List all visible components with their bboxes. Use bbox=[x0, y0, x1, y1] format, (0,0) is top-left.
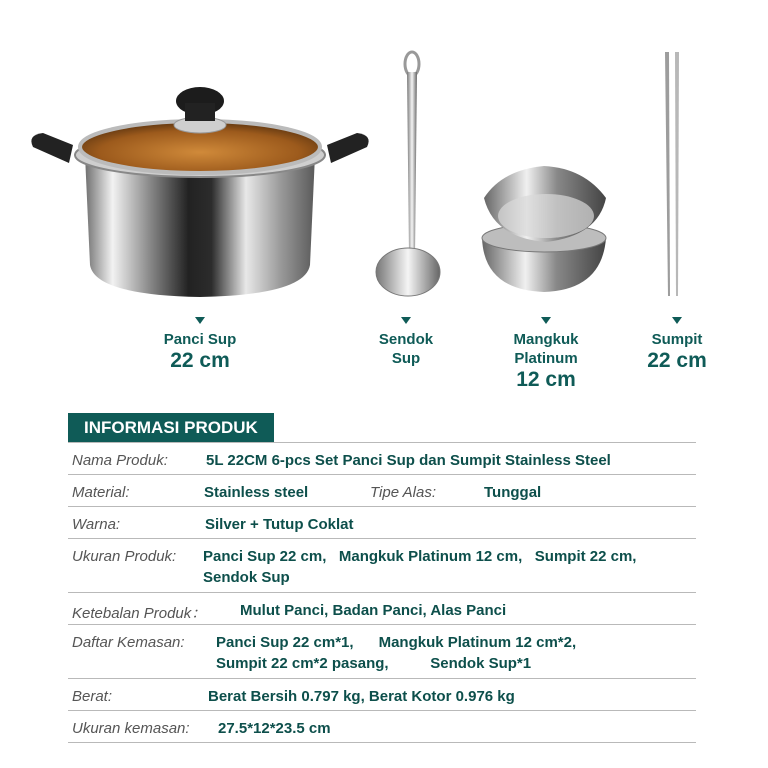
row-label: Berat: bbox=[72, 688, 113, 705]
row-value-line2: Sumpit 22 cm*2 pasang, Sendok Sup*1 bbox=[216, 655, 532, 672]
info-row-size bbox=[68, 539, 696, 593]
row-value: Mulut Panci, Badan Panci, Alas Panci bbox=[240, 602, 507, 619]
row-label: Nama Produk: bbox=[72, 452, 168, 469]
row-value: Stainless steel bbox=[204, 484, 309, 501]
caption-soup-pot bbox=[150, 317, 250, 373]
caption-name: Panci Sup bbox=[163, 331, 237, 348]
chopsticks-image bbox=[658, 50, 688, 300]
bowls-image bbox=[474, 160, 614, 300]
caption-chopsticks bbox=[632, 317, 722, 373]
row-label: Warna: bbox=[72, 516, 121, 533]
caption-name: Mangkuk Platinum bbox=[513, 331, 579, 367]
caption-bowls bbox=[500, 317, 592, 392]
info-row-thickness bbox=[68, 593, 696, 625]
row-value-line2: Sendok Sup bbox=[203, 569, 290, 586]
row-value: 27.5*12*23.5 cm bbox=[218, 720, 331, 737]
info-row-weight bbox=[68, 679, 696, 711]
caption-name: Sendok Sup bbox=[378, 331, 434, 367]
row-value: Panci Sup 22 cm, Mangkuk Platinum 12 cm, Sumpit 22 cm, bbox=[203, 548, 637, 565]
row-value: Silver + Tutup Coklat bbox=[205, 516, 354, 533]
caption-name: Sumpit bbox=[651, 331, 703, 348]
info-title: INFORMASI PRODUK bbox=[68, 413, 274, 442]
row-label: Ukuran kemasan: bbox=[72, 720, 190, 737]
caption-size: 12 cm bbox=[516, 368, 576, 391]
info-row-material bbox=[68, 475, 696, 507]
row-value: Panci Sup 22 cm*1, Mangkuk Platinum 12 cm*2, bbox=[216, 634, 577, 651]
ladle-image bbox=[372, 50, 452, 300]
caption-ladle bbox=[370, 317, 442, 368]
row-label: Ketebalan Produk： bbox=[72, 605, 207, 622]
info-row-name bbox=[68, 443, 696, 475]
row-value: Berat Bersih 0.797 kg, Berat Kotor 0.976 kg bbox=[208, 688, 515, 705]
info-row-package bbox=[68, 625, 696, 679]
row-label-2: Tipe Alas: bbox=[370, 484, 437, 501]
info-row-color bbox=[68, 507, 696, 539]
soup-pot-image bbox=[25, 85, 375, 305]
row-label: Material: bbox=[72, 484, 130, 501]
row-value-2: Tunggal bbox=[484, 484, 542, 501]
info-row-package-size bbox=[68, 711, 696, 743]
row-label: Daftar Kemasan: bbox=[72, 634, 185, 651]
row-value: 5L 22CM 6-pcs Set Panci Sup dan Sumpit Stainless Steel bbox=[206, 452, 611, 469]
caption-size: 22 cm bbox=[170, 349, 230, 372]
row-label: Ukuran Produk: bbox=[72, 548, 177, 565]
caption-size: 22 cm bbox=[647, 349, 707, 372]
